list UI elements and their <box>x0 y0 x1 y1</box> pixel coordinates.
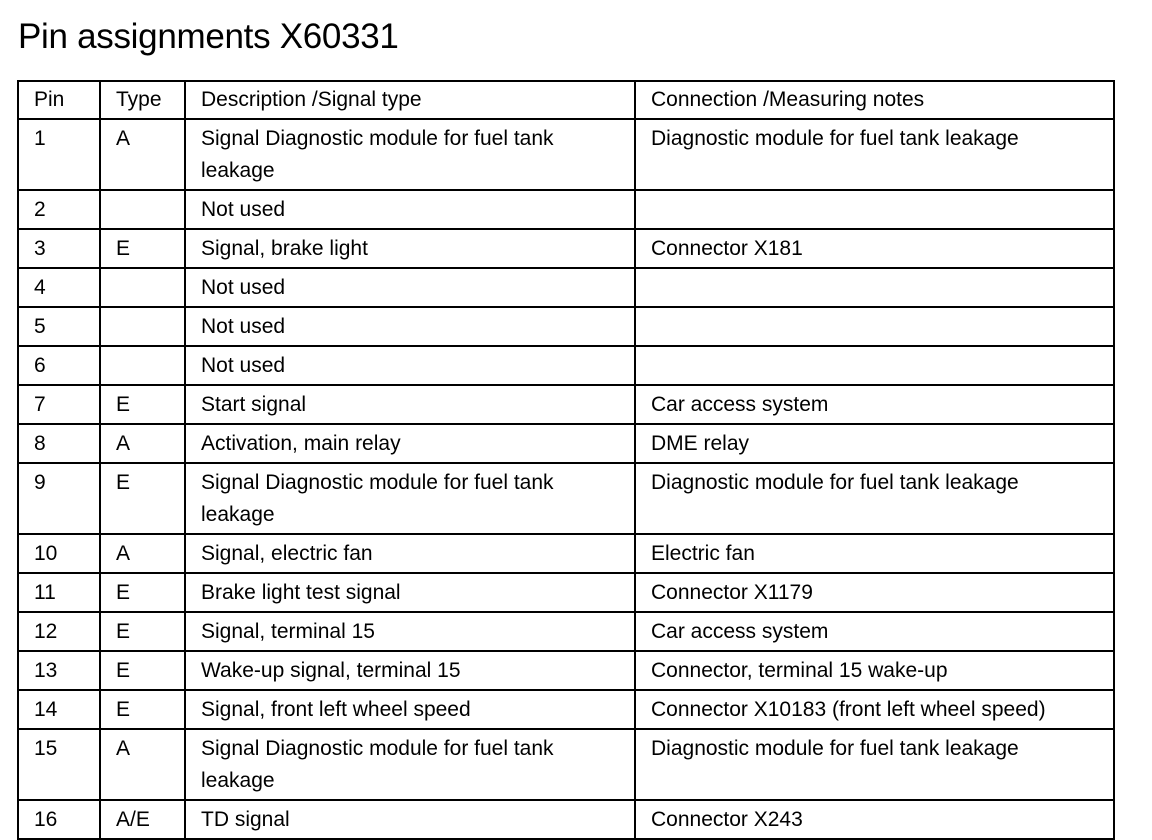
cell-pin: 4 <box>18 268 100 307</box>
table-row <box>18 307 1114 346</box>
cell-pin: 15 <box>18 729 100 800</box>
table-row <box>18 385 1114 424</box>
table-body <box>18 119 1114 839</box>
cell-pin: 9 <box>18 463 100 534</box>
table-row <box>18 729 1114 800</box>
cell-pin: 8 <box>18 424 100 463</box>
cell-description: Wake-up signal, terminal 15 <box>185 651 635 690</box>
cell-description: Signal, terminal 15 <box>185 612 635 651</box>
cell-connection: Electric fan <box>635 534 1114 573</box>
cell-connection <box>635 190 1114 229</box>
column-header-description: Description /Signal type <box>185 81 635 119</box>
cell-pin: 12 <box>18 612 100 651</box>
cell-connection: Connector X1179 <box>635 573 1114 612</box>
cell-description: Signal, front left wheel speed <box>185 690 635 729</box>
cell-pin: 7 <box>18 385 100 424</box>
cell-pin: 3 <box>18 229 100 268</box>
cell-description: Signal, electric fan <box>185 534 635 573</box>
cell-type: E <box>100 463 185 534</box>
cell-description: Signal Diagnostic module for fuel tank leakage <box>185 463 635 534</box>
cell-type <box>100 190 185 229</box>
cell-connection: Car access system <box>635 385 1114 424</box>
cell-description: TD signal <box>185 800 635 839</box>
cell-type: E <box>100 229 185 268</box>
cell-type: A <box>100 534 185 573</box>
cell-type: A <box>100 119 185 190</box>
cell-description: Start signal <box>185 385 635 424</box>
cell-pin: 1 <box>18 119 100 190</box>
cell-description: Activation, main relay <box>185 424 635 463</box>
table-row <box>18 229 1114 268</box>
cell-pin: 11 <box>18 573 100 612</box>
cell-type: E <box>100 385 185 424</box>
cell-type: E <box>100 690 185 729</box>
page-title: Pin assignments X60331 <box>18 17 399 56</box>
cell-pin: 14 <box>18 690 100 729</box>
cell-description: Not used <box>185 190 635 229</box>
table-row <box>18 190 1114 229</box>
table-row <box>18 119 1114 190</box>
table-row <box>18 651 1114 690</box>
cell-connection: Car access system <box>635 612 1114 651</box>
table-row <box>18 346 1114 385</box>
table-row <box>18 612 1114 651</box>
cell-type: A <box>100 729 185 800</box>
cell-type: E <box>100 612 185 651</box>
cell-connection <box>635 346 1114 385</box>
cell-description: Not used <box>185 268 635 307</box>
cell-type <box>100 307 185 346</box>
cell-description: Not used <box>185 346 635 385</box>
cell-connection: Connector, terminal 15 wake-up <box>635 651 1114 690</box>
cell-pin: 5 <box>18 307 100 346</box>
cell-connection <box>635 268 1114 307</box>
column-header-connection: Connection /Measuring notes <box>635 81 1114 119</box>
cell-pin: 2 <box>18 190 100 229</box>
table-row <box>18 424 1114 463</box>
cell-pin: 16 <box>18 800 100 839</box>
cell-connection: Connector X243 <box>635 800 1114 839</box>
column-header-pin: Pin <box>18 81 100 119</box>
cell-connection: Diagnostic module for fuel tank leakage <box>635 463 1114 534</box>
cell-connection <box>635 307 1114 346</box>
cell-description: Brake light test signal <box>185 573 635 612</box>
table-row <box>18 268 1114 307</box>
cell-connection: Connector X10183 (front left wheel speed) <box>635 690 1114 729</box>
cell-description: Signal Diagnostic module for fuel tank leakage <box>185 729 635 800</box>
cell-type: A/E <box>100 800 185 839</box>
cell-type: E <box>100 573 185 612</box>
cell-type <box>100 268 185 307</box>
table-row <box>18 463 1114 534</box>
table-header-row <box>18 81 1114 119</box>
cell-description: Not used <box>185 307 635 346</box>
cell-connection: Diagnostic module for fuel tank leakage <box>635 729 1114 800</box>
table-row <box>18 690 1114 729</box>
table-row <box>18 573 1114 612</box>
cell-pin: 13 <box>18 651 100 690</box>
cell-pin: 10 <box>18 534 100 573</box>
cell-connection: DME relay <box>635 424 1114 463</box>
cell-type: A <box>100 424 185 463</box>
cell-type <box>100 346 185 385</box>
cell-connection: Diagnostic module for fuel tank leakage <box>635 119 1114 190</box>
cell-pin: 6 <box>18 346 100 385</box>
table-row <box>18 534 1114 573</box>
pin-assignment-table <box>17 80 1115 840</box>
column-header-type: Type <box>100 81 185 119</box>
cell-connection: Connector X181 <box>635 229 1114 268</box>
cell-type: E <box>100 651 185 690</box>
cell-description: Signal, brake light <box>185 229 635 268</box>
cell-description: Signal Diagnostic module for fuel tank leakage <box>185 119 635 190</box>
table-row <box>18 800 1114 839</box>
